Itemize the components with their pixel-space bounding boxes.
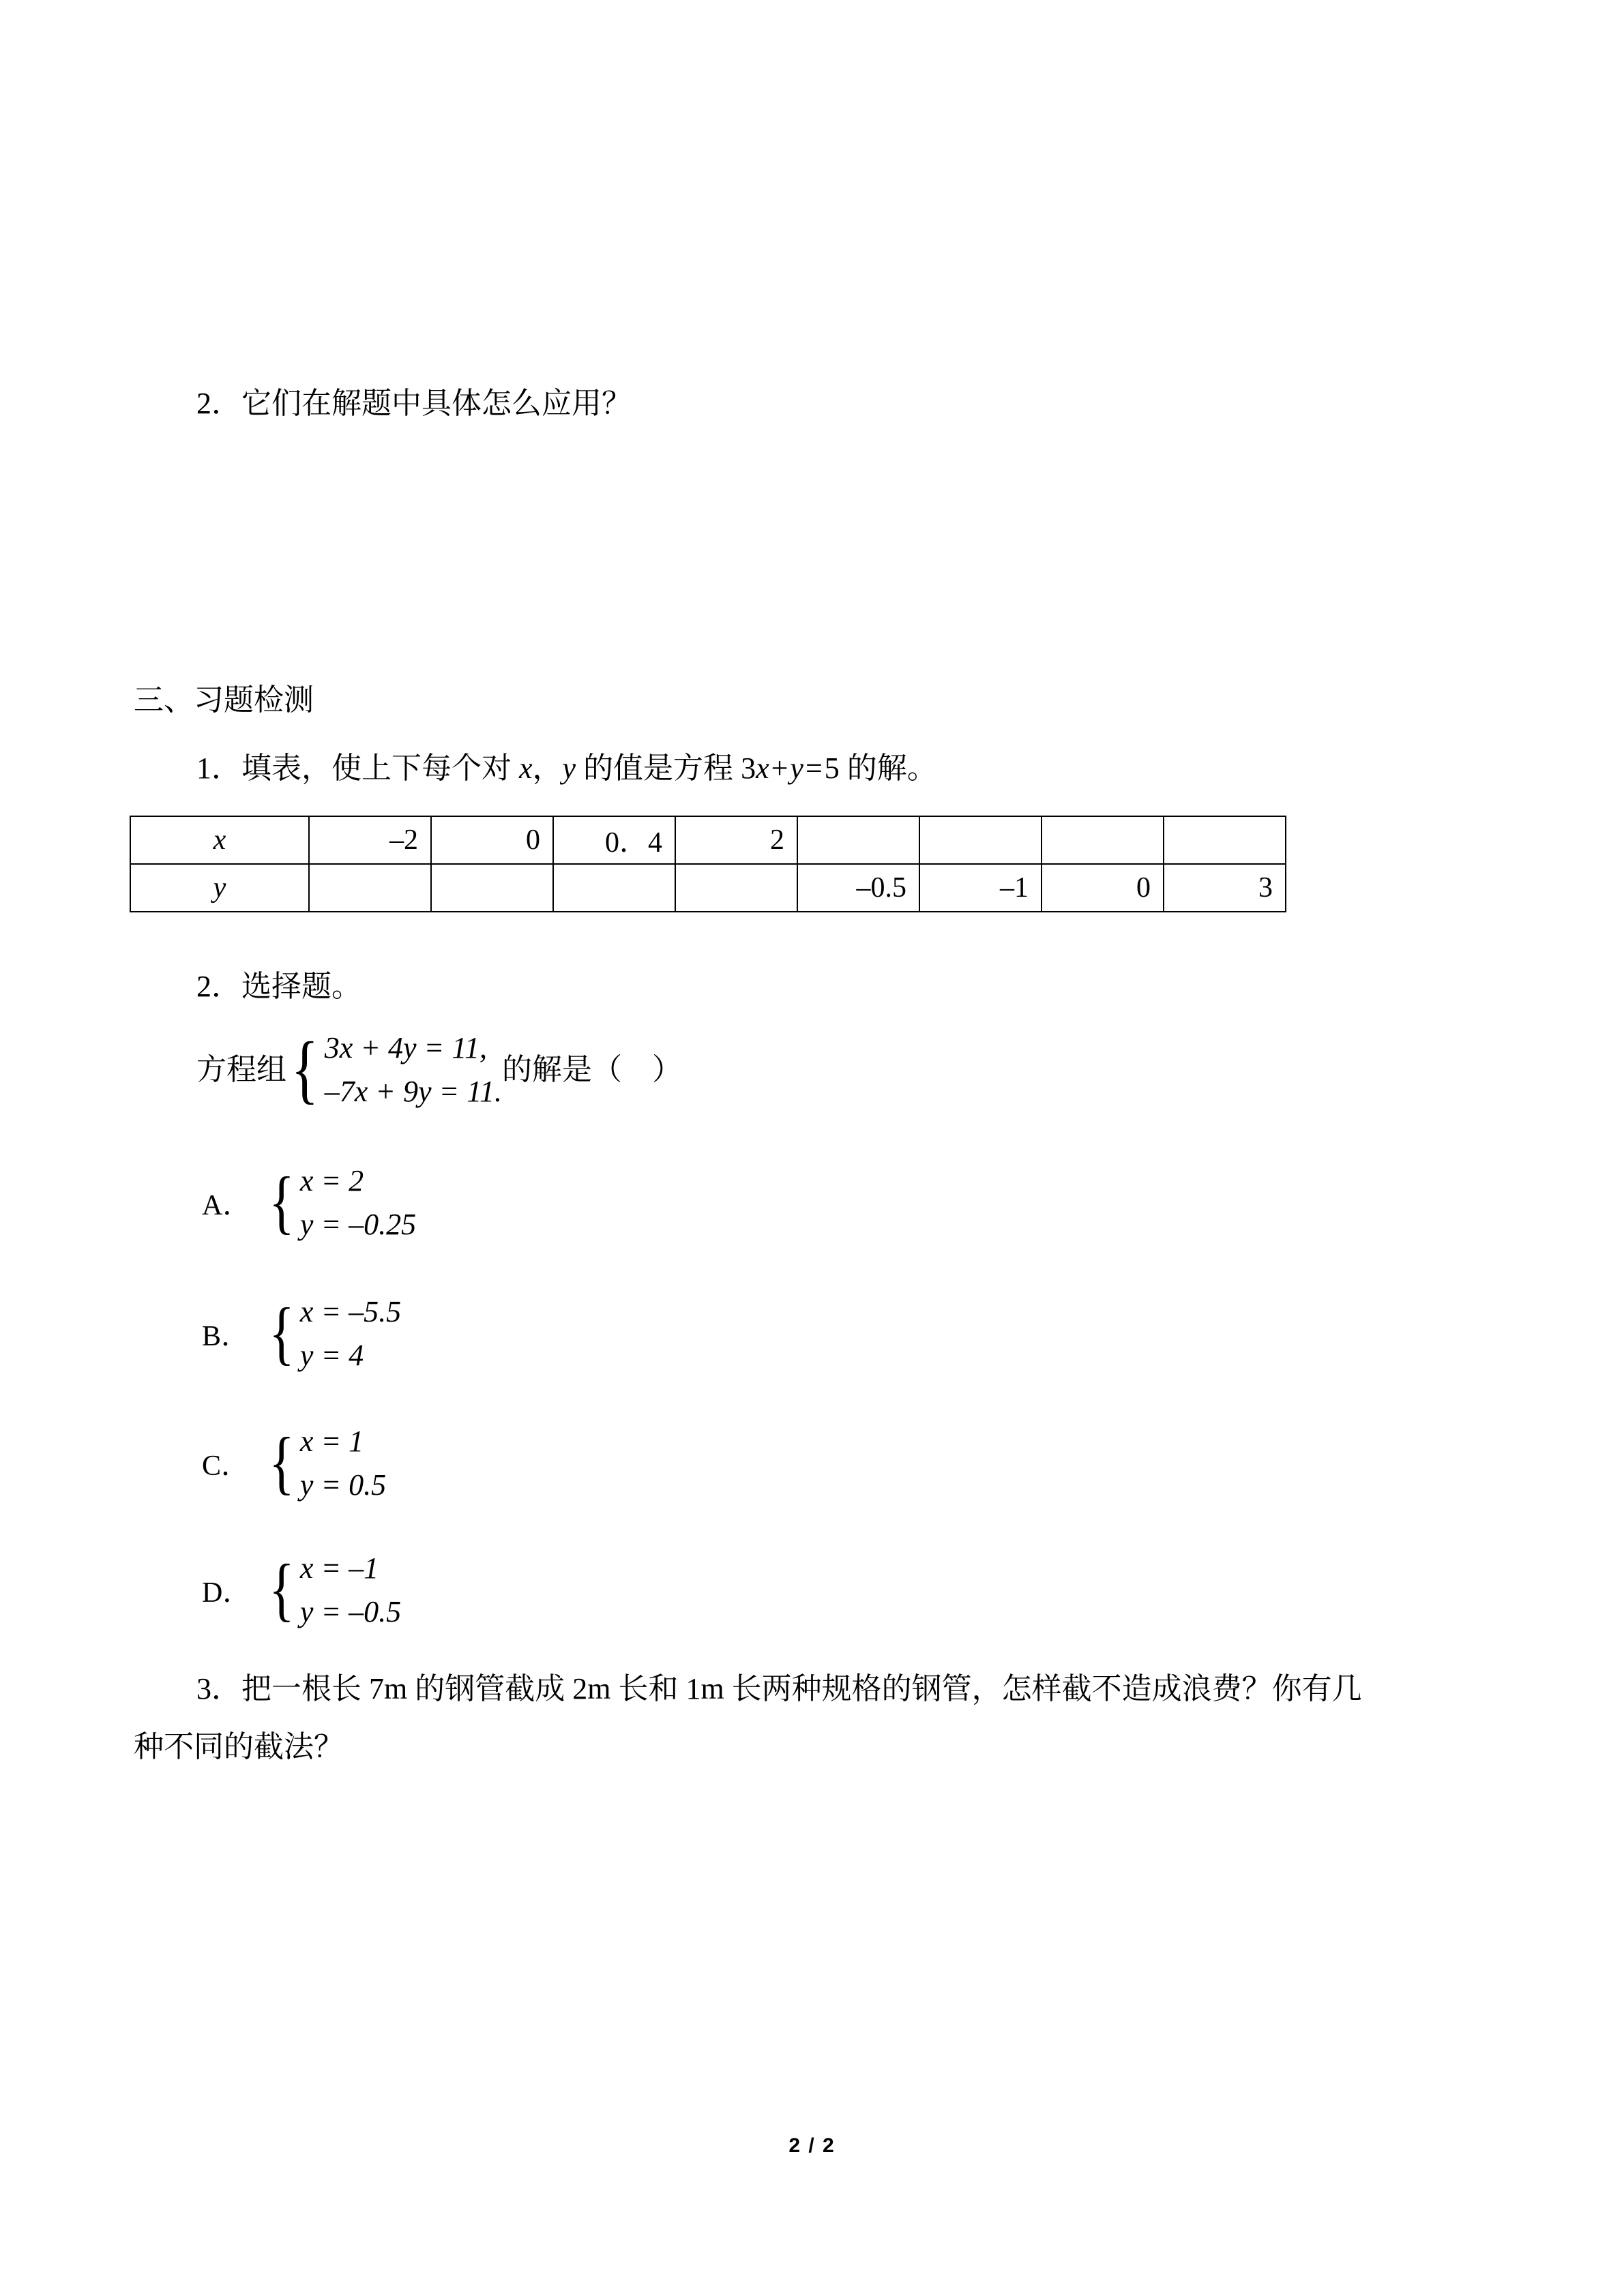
table-row <box>130 816 1286 864</box>
option-d[interactable] <box>202 1547 401 1634</box>
question-apply-text: 它们在解题中具体怎么应用？ <box>241 387 632 420</box>
option-a[interactable] <box>202 1159 416 1247</box>
table-cell[interactable] <box>919 816 1042 864</box>
equation-coef: 3 <box>741 751 756 785</box>
option-b-line-2: y = 4 <box>299 1338 364 1372</box>
option-d-system <box>265 1547 401 1634</box>
question-2-system-line <box>196 1026 682 1114</box>
table-cell[interactable]: 0．4 <box>553 816 675 864</box>
table-cell[interactable] <box>1042 816 1164 864</box>
table-cell[interactable]: 2 <box>675 816 797 864</box>
question-1-lead: 填表，使上下每个对 <box>241 751 519 785</box>
left-brace-icon: { <box>269 1163 295 1242</box>
question-2-text: 选择题。 <box>241 970 361 1003</box>
option-b-label: B． <box>202 1320 250 1352</box>
table-cell[interactable]: 0 <box>1042 864 1164 912</box>
table-row-label-y: y <box>130 864 309 912</box>
equation-equals: = <box>805 751 823 785</box>
question-3-number: 3． <box>196 1672 241 1705</box>
system-equation-2: –7x + 9y = 11. <box>324 1074 502 1108</box>
system-suffix-label: 的解是（ ） <box>501 1052 682 1086</box>
option-d-line-1: x = –1 <box>299 1551 379 1585</box>
inline-comma: ， <box>532 751 563 785</box>
inline-var-x: x <box>519 751 533 785</box>
question-2-number: 2． <box>196 970 241 1003</box>
option-a-line-2: y = –0.25 <box>299 1207 417 1241</box>
section-heading: 三、习题检测 <box>134 683 314 717</box>
table-cell[interactable] <box>675 864 797 912</box>
option-d-line-2: y = –0.5 <box>299 1594 402 1628</box>
table-cell[interactable] <box>553 864 675 912</box>
page-footer: 2 / 2 <box>788 2134 836 2157</box>
option-d-label: D． <box>202 1577 252 1609</box>
option-b[interactable] <box>202 1290 401 1377</box>
fill-in-table <box>130 816 1286 912</box>
table-cell[interactable]: –2 <box>309 816 431 864</box>
option-c-system <box>265 1420 386 1507</box>
option-b-system <box>265 1290 401 1377</box>
left-brace-icon: { <box>291 1027 319 1112</box>
left-brace-icon: { <box>269 1294 295 1373</box>
question-3-line-2: 种不同的截法？ <box>134 1730 344 1763</box>
option-a-label: A． <box>202 1189 252 1221</box>
table-cell[interactable] <box>797 816 919 864</box>
question-apply <box>196 389 632 419</box>
option-a-system <box>265 1159 416 1247</box>
equation-system-rows <box>325 1026 502 1114</box>
table-cell[interactable] <box>431 864 553 912</box>
question-1-prompt <box>196 751 937 785</box>
system-prefix-label: 方程组 <box>196 1052 286 1086</box>
question-1-number: 1． <box>196 751 241 785</box>
table-cell[interactable]: –0.5 <box>797 864 919 912</box>
question-1-tail: 的解。 <box>839 751 937 785</box>
equation-var-y: y <box>790 751 803 785</box>
option-a-line-1: x = 2 <box>299 1164 364 1197</box>
inline-var-y: y <box>562 751 576 785</box>
option-b-rows <box>300 1290 401 1377</box>
question-3-text-1: 把一根长 7m 的钢管截成 2m 长和 1m 长两种规格的钢管，怎样截不造成浪费？你有几 <box>241 1672 1362 1705</box>
equation-system <box>286 1026 502 1114</box>
table-cell[interactable]: 0 <box>431 816 553 864</box>
question-apply-number: 2． <box>196 387 241 420</box>
option-c-label: C． <box>202 1450 250 1482</box>
left-brace-icon: { <box>269 1423 295 1502</box>
table-cell[interactable] <box>309 864 431 912</box>
table-cell[interactable]: –1 <box>919 864 1042 912</box>
question-1-mid: 的值是方程 <box>576 751 741 785</box>
option-c-rows <box>300 1420 386 1507</box>
system-equation-1: 3x + 4y = 11, <box>324 1031 487 1064</box>
equation-var-x: x <box>756 751 769 785</box>
left-brace-icon: { <box>269 1550 295 1629</box>
table-row-label-x: x <box>130 816 309 864</box>
table-row <box>130 864 1286 912</box>
option-c-line-2: y = 0.5 <box>299 1467 387 1502</box>
equation-rhs: 5 <box>824 751 840 785</box>
option-a-rows <box>300 1159 416 1247</box>
table-cell[interactable]: 3 <box>1164 864 1286 912</box>
option-b-line-1: x = –5.5 <box>299 1295 402 1328</box>
equation-plus: + <box>771 751 788 785</box>
option-c[interactable] <box>202 1420 386 1507</box>
option-c-line-1: x = 1 <box>299 1425 364 1458</box>
table-cell[interactable] <box>1164 816 1286 864</box>
question-2-prompt <box>196 972 361 1002</box>
question-3-line-1 <box>196 1674 1362 1704</box>
option-d-rows <box>300 1547 401 1634</box>
